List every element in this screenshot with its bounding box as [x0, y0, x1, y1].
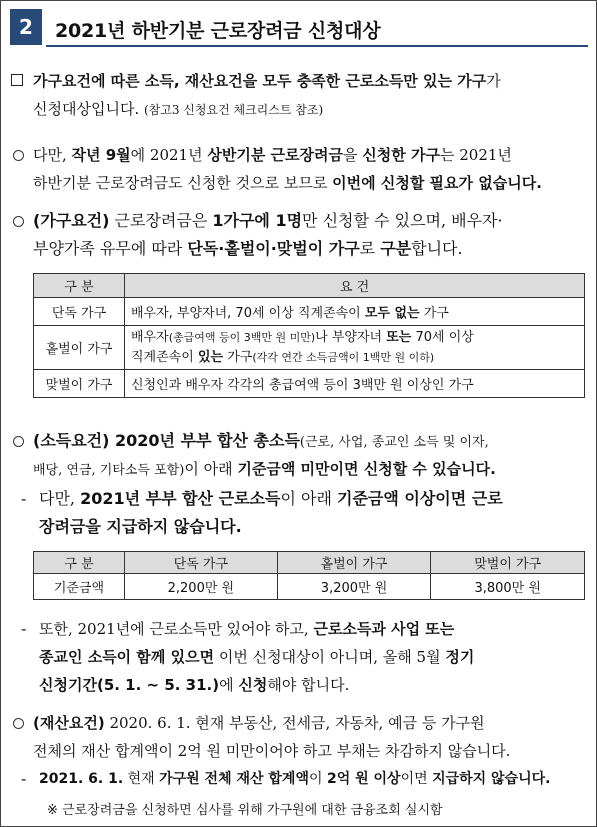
bold-text: 종교인 소득이 함께 있으면	[39, 648, 215, 666]
row-value	[125, 326, 585, 370]
circle-bullet-icon	[13, 436, 24, 447]
bold-text: 기준금액 이상이면 근로	[337, 489, 503, 508]
bold-text: 이번에 신청할 필요가 없습니다.	[332, 174, 542, 192]
dash-bullet: -	[21, 620, 27, 638]
text: 을	[343, 146, 363, 164]
text: 배우자	[131, 329, 169, 345]
text: 이 아래	[280, 489, 337, 508]
small-text: (총급여액 등이 3백만 원 미만)	[168, 330, 316, 344]
bold-text: 기준금액 미만이면 신청할 수 있습니다.	[237, 460, 496, 478]
row-label: 맞벌이 가구	[34, 370, 125, 398]
small-text: (근로, 사업, 종교인 소득 및 이자,	[299, 435, 489, 450]
bold-text: 단독·홑벌이·맞벌이 가구	[187, 239, 360, 258]
text: 근로장려금은	[109, 211, 213, 230]
bold-text: 신청한 가구	[362, 146, 440, 164]
section-header	[10, 9, 588, 47]
table-row	[34, 298, 585, 326]
intro-bold-text: 가구요건에 따른 소득, 재산요건을 모두 충족한 근로소득만 있는 가구	[33, 72, 487, 90]
square-bullet-icon	[11, 74, 23, 86]
table-header: 구 분	[34, 552, 125, 574]
household-type-table	[33, 273, 585, 398]
bold-text: 장려금을 지급하지 않습니다.	[39, 517, 242, 536]
circle-bullet-icon	[13, 216, 24, 227]
section-number: 2	[10, 9, 42, 45]
bold-text: 1가구에 1명	[212, 211, 303, 230]
text: 만 신청할 수 있으며, 배우자·	[302, 211, 503, 230]
section-title: 2021년 하반기분 근로장려금 신청대상	[55, 20, 381, 42]
requirement-label: (재산요건)	[33, 714, 105, 732]
requirement-label: (소득요건)	[33, 431, 110, 450]
small-text: (각각 연간 소득금액이 1백만 원 이하)	[252, 350, 435, 364]
text: 이번 신청대상이 아니며, 올해 5월	[214, 648, 446, 666]
text: 이면	[400, 771, 433, 787]
text: 가구	[419, 306, 449, 321]
dash-bullet: -	[21, 770, 27, 788]
table-cell: 3,200만 원	[277, 574, 431, 600]
text: 로	[359, 239, 381, 258]
bold-text: 정기	[445, 648, 475, 666]
bold-text: 구분	[380, 239, 412, 258]
text: 나 부양자녀	[315, 329, 387, 345]
table-header: 요 건	[125, 274, 585, 298]
text: 현재	[123, 771, 160, 787]
table-row	[34, 574, 585, 600]
dash-bullet: -	[21, 490, 27, 508]
text: 는 2021년	[439, 146, 512, 164]
text: 2020. 6. 1. 현재 부동산, 전세금, 자동차, 예금 등 가구원	[104, 714, 485, 732]
text: 해야 합니다.	[267, 676, 350, 694]
table-header: 구 분	[34, 274, 125, 298]
intro-text: 가	[486, 72, 501, 90]
bold-text: 2021. 6. 1.	[39, 771, 124, 787]
text: 직계존속이	[131, 349, 198, 365]
title-underline	[46, 45, 588, 47]
bold-text: 신청기간(5. 1. ~ 5. 31.)	[39, 676, 220, 694]
small-text: 배당, 연금, 기타소득 포함)	[33, 463, 185, 478]
table-header: 홑벌이 가구	[277, 552, 431, 574]
bold-text: 가구원 전체 재산 합계액	[159, 771, 309, 787]
text: 하반기분 근로장려금도 신청한 것으로 보므로	[33, 174, 333, 192]
text: 부양가족 유무에 따라	[33, 239, 188, 258]
bold-text: 또는	[386, 329, 412, 345]
income-threshold-table	[33, 551, 585, 600]
bold-text: 신청	[238, 676, 268, 694]
table-row	[34, 370, 585, 398]
requirement-label: (가구요건)	[33, 211, 110, 230]
intro-text-2: 신청대상입니다.	[33, 100, 140, 118]
bold-text: 작년 9월	[71, 146, 131, 164]
text: 합니다.	[411, 239, 463, 258]
text: 또한, 2021년에 근로소득만 있어야 하고,	[39, 620, 314, 638]
bold-text: 모두 없는	[364, 306, 420, 321]
footnote: ※ 근로장려금을 신청하면 심사를 위해 가구원에 대한 금융조회 실시함	[47, 803, 443, 818]
bold-text: 있는	[197, 349, 224, 365]
circle-bullet-icon	[13, 150, 24, 161]
circle-bullet-icon	[13, 718, 24, 729]
intro-reference: (참고3 신청요건 체크리스트 참조)	[143, 103, 324, 117]
text: 이 아래	[184, 460, 238, 478]
text: 다만,	[39, 489, 81, 508]
text: 에	[219, 676, 239, 694]
bold-text: 근로소득과 사업 또는	[313, 620, 455, 638]
table-row	[34, 326, 585, 370]
row-label: 홑벌이 가구	[34, 326, 125, 370]
bold-text: 2020년 부부 합산 총소득	[109, 431, 300, 450]
bold-text: 2억 원 이상	[326, 771, 401, 787]
row-label: 단독 가구	[34, 298, 125, 326]
text: 배우자, 부양자녀, 70세 이상 직계존속이	[131, 306, 365, 321]
text: 70세 이상	[411, 329, 474, 345]
table-cell: 3,800만 원	[431, 574, 585, 600]
bold-text: 상반기분 근로장려금	[207, 146, 344, 164]
row-value: 신청인과 배우자 각각의 총급여액 등이 3백만 원 이상인 가구	[125, 370, 585, 398]
text: 전체의 재산 합계액이 2억 원 미만이어야 하고 부채는 차감하지 않습니다.	[33, 742, 511, 760]
table-header: 맞벌이 가구	[431, 552, 585, 574]
table-header: 단독 가구	[125, 552, 278, 574]
text: 이	[308, 771, 327, 787]
text: 가구	[223, 349, 253, 365]
bold-text: 2021년 부부 합산 근로소득	[80, 489, 281, 508]
table-cell: 2,200만 원	[125, 574, 278, 600]
row-label: 기준금액	[34, 574, 125, 600]
bold-text: 지급하지 않습니다.	[432, 771, 551, 787]
text: 다만,	[33, 146, 72, 164]
text: 에 2021년	[130, 146, 208, 164]
row-value	[125, 298, 585, 326]
